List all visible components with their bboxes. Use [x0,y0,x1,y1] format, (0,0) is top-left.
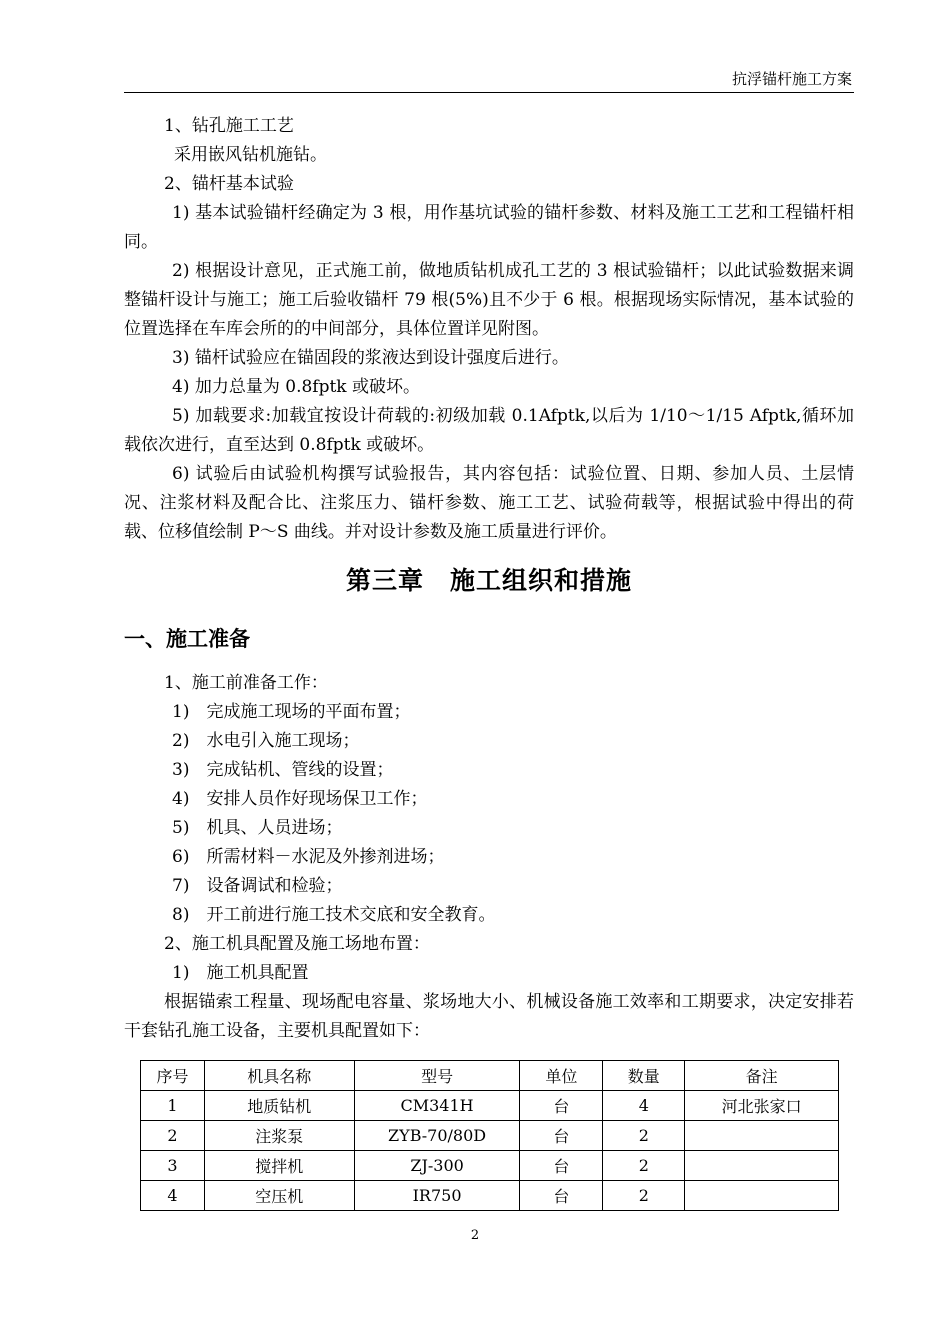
table-cell: 4 [141,1181,205,1211]
table-cell: 台 [520,1181,603,1211]
table-cell [685,1181,839,1211]
config-sub: 1) 施工机具配置 [172,963,309,983]
drilling-heading: 1、钻孔施工工艺 [164,116,294,136]
table-cell: 台 [520,1091,603,1121]
header-cell: 单位 [520,1061,603,1091]
table-row [141,1151,839,1181]
table-row [141,1121,839,1151]
table-cell: 注浆泵 [204,1121,354,1151]
equipment-table [140,1060,839,1211]
table-row [141,1181,839,1211]
table-cell: 2 [141,1121,205,1151]
header-rule [124,92,854,93]
test-item-4: 4) 加力总量为 0.8fptk 或破坏。 [172,377,421,397]
table-cell [685,1121,839,1151]
header-cell: 备注 [685,1061,839,1091]
table-cell: CM341H [354,1091,520,1121]
prep-heading: 1、施工前准备工作： [164,673,328,693]
prep-item-7: 7) 设备调试和检验； [172,876,343,896]
prep-item-4: 4) 安排人员作好现场保卫工作； [172,789,428,809]
table-row [141,1091,839,1121]
table-cell: IR750 [354,1181,520,1211]
section-title: 一、施工准备 [124,626,250,651]
table-cell: 3 [141,1151,205,1181]
prep-item-2: 2) 水电引入施工现场； [172,731,360,751]
test-item-2: 2) 根据设计意见，正式施工前，做地质钻机成孔工艺的 3 根试验锚杆；以此试验数据来调整锚杆设计与施工；施工后验收锚杆 79 根(5%)且不少于 6 根。根据现场实际情况，基本试验的位置选择在车库会所的的中间部分，具体位置详见附图。 [124,261,854,339]
config-heading: 2、施工机具配置及施工场地布置： [164,934,430,954]
table-cell: 1 [141,1091,205,1121]
table-cell: 台 [520,1121,603,1151]
header-title: 抗浮锚杆施工方案 [731,70,852,88]
header-cell: 序号 [141,1061,205,1091]
table-cell [685,1151,839,1181]
test-item-3: 3) 锚杆试验应在锚固段的浆液达到设计强度后进行。 [172,348,569,368]
table-cell: ZYB-70/80D [354,1121,520,1151]
table-cell: 2 [603,1151,685,1181]
page-number: 2 [470,1228,480,1243]
table-cell: 4 [603,1091,685,1121]
prep-item-3: 3) 完成钻机、管线的设置； [172,760,394,780]
table-header-row [141,1061,839,1091]
prep-item-5: 5) 机具、人员进场； [172,818,343,838]
table-cell: ZJ-300 [354,1151,520,1181]
document-body [124,112,854,1046]
table-cell: 地质钻机 [204,1091,354,1121]
header-cell: 型号 [354,1061,520,1091]
table-cell: 台 [520,1151,603,1181]
config-text: 根据锚索工程量、现场配电容量、浆场地大小、机械设备施工效率和工期要求，决定安排若干套钻孔施工设备，主要机具配置如下： [124,992,854,1041]
header-cell: 机具名称 [204,1061,354,1091]
test-item-6: 6) 试验后由试验机构撰写试验报告，其内容包括：试验位置、日期、参加人员、土层情况、注浆材料及配合比、注浆压力、锚杆参数、施工工艺、试验荷载等，根据试验中得出的荷载、位移值绘制 P～S 曲线。并对设计参数及施工质量进行评价。 [124,464,854,542]
prep-item-8: 8) 开工前进行施工技术交底和安全教育。 [172,905,496,925]
drilling-text: 采用嵌风钻机施钻。 [174,145,327,165]
header-cell: 数量 [603,1061,685,1091]
chapter-title: 第三章 施工组织和措施 [345,566,632,595]
prep-item-6: 6) 所需材料－水泥及外掺剂进场； [172,847,445,867]
test-item-1: 1) 基本试验锚杆经确定为 3 根，用作基坑试验的锚杆参数、材料及施工工艺和工程锚杆相同。 [124,203,854,252]
table-cell: 空压机 [204,1181,354,1211]
table-cell: 2 [603,1181,685,1211]
table-cell: 搅拌机 [204,1151,354,1181]
table-cell: 河北张家口 [685,1091,839,1121]
test-item-5: 5) 加载要求:加载宜按设计荷载的:初级加载 0.1Afptk,以后为 1/10～1/15 Afptk,循环加载依次进行，直至达到 0.8fptk 或破坏。 [124,406,854,455]
spacer [124,655,854,669]
prep-item-1: 1) 完成施工现场的平面布置； [172,702,411,722]
table-cell: 2 [603,1121,685,1151]
test-heading: 2、锚杆基本试验 [164,174,294,194]
